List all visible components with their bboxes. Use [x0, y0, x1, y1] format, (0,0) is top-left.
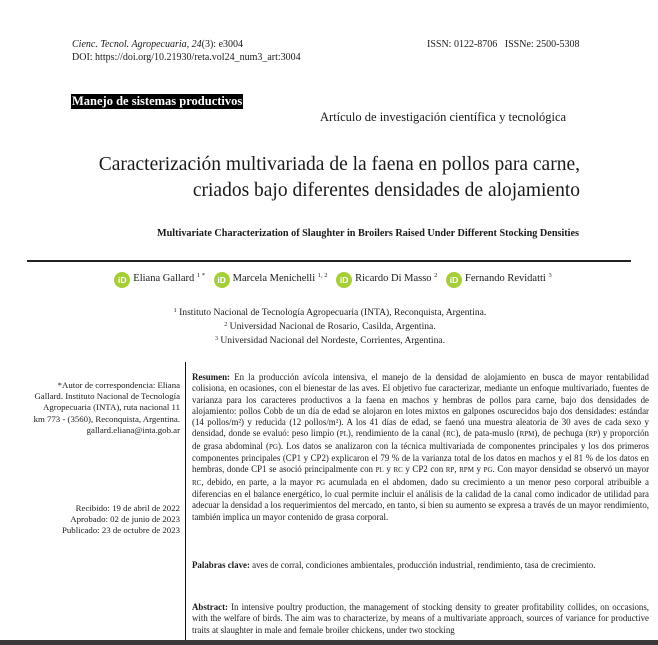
date-published: Publicado: 23 de octubre de 2023	[62, 525, 180, 536]
orcid-icon[interactable]: iD	[114, 272, 130, 288]
resumen-text: acumulada en el abdomen, dado su crecimiento a un menor peso corporal atribuible a diferencias en el balance energético, lo cual permite incluir el análisis de la calidad de la canal como indicador de utilidad para adecuar la densidad a los requerimientos del mercado, en tanto, si bien su aumento se expresa a través de un mayor rendimiento, también implica un mayor contenido de grasa corporal.	[192, 476, 649, 522]
keywords-label: Palabras clave:	[192, 560, 250, 570]
journal-name: Cienc. Tecnol. Agropecuaria,	[72, 39, 190, 50]
affiliation-text: Universidad Nacional de Rosario, Casilda, Argentina.	[229, 321, 436, 332]
title-spanish: Caracterización multivariada de la faena en pollos para carne, criados bajo diferentes densidades de alojamiento	[98, 154, 580, 201]
viewer-bottom-bar	[0, 640, 658, 645]
date-approved: Aprobado: 02 de junio de 2023	[70, 514, 180, 525]
author-list	[60, 266, 600, 289]
affiliation	[60, 319, 600, 333]
resumen-paragraph	[192, 372, 649, 523]
affiliation-number: 3	[214, 336, 218, 342]
resumen-text: ). Los datos se analizaron con la técnica multivariada de componentes principales y los dos primeros componentes principales (CP1 y CP2) explicaron el 79 % de la varianza total de los datos en machos y el 81 % de los datos en hembras, donde CP1 se asoció principalmente con	[192, 440, 649, 475]
title-english: Multivariate Characterization of Slaughter in Broilers Raised Under Different Stocking Densities	[157, 228, 579, 239]
author-affiliation-mark: 1 *	[196, 272, 205, 279]
affiliation-text: Instituto Nacional de Tecnología Agropecuaria (INTA), Reconquista, Argentina.	[179, 307, 487, 318]
correspondence-line: Agropecuaria (INTA), ruta nacional 11	[43, 402, 180, 413]
keywords-paragraph	[192, 560, 649, 571]
abbr-rpm: RPM	[519, 430, 535, 439]
publication-dates	[20, 503, 180, 537]
resumen-text: ), de pata-muslo (	[455, 428, 520, 439]
orcid-icon[interactable]: iD	[214, 272, 230, 288]
abbr-rp: RP	[588, 430, 598, 439]
affiliation-text: Universidad Nacional del Nordeste, Corrientes, Argentina.	[220, 335, 446, 346]
abbr-rp: RP	[445, 466, 455, 475]
issn: ISSN: 0122-8706 ISSNe: 2500-5308	[427, 39, 580, 50]
resumen-text: ) y proporción de grasa abdominal (	[192, 428, 649, 451]
author-name: Fernando Revidatti	[465, 273, 546, 284]
abstract-paragraph	[192, 602, 649, 636]
resumen-label: Resumen:	[192, 372, 230, 382]
resumen-text: , debido, en parte, a la mayor	[201, 476, 317, 487]
abbr-pg: PG	[269, 442, 278, 451]
affiliation	[60, 333, 600, 347]
abstract-text: In intensive poultry production, the management of stocking density to greater profitability collides, on occasions, with the welfare of birds. The aim was to characterize, by means of a multivariate approach, sources of variance for productive traits at slaughter in male and female broiler chickens, under two stocking	[192, 602, 649, 635]
journal-volume: 24	[191, 39, 202, 50]
abbr-pl: PL	[375, 466, 384, 475]
author-affiliation-mark: 1, 2	[317, 272, 328, 279]
resumen-text: y CP2 con	[402, 464, 446, 475]
abstract-label: Abstract:	[192, 602, 228, 612]
resumen-text: En la producción avícola intensiva, el manejo de la densidad de alojamiento en busca de mayor rentabilidad colisiona, en ocasiones, con el bienestar de las aves. El objetivo fue caracterizar, mediante un enfoque multivariado, fuentes de varianza para los caracteres productivos a la faena en machos y hembras de pollos para carne, bajo dos densidades de alojamiento: pollos Cobb de un día de edad se alojaron en lotes mixtos en galpones oscurecidos bajo dos densidades: estándar (14 pollos/m²) y reducida (12 pollos/m²). A los 41 días de edad, se faenó una muestra aleatoria de 30 aves de cada sexo y densidad, donde se evaluó: peso limpio (	[192, 372, 649, 439]
affiliation	[60, 305, 600, 319]
date-received: Recibido: 19 de abril de 2022	[75, 503, 180, 513]
correspondence-line: Gallard. Instituto Nacional de Tecnología	[34, 391, 180, 402]
section-tag: Manejo de sistemas productivos	[72, 94, 243, 108]
orcid-icon[interactable]: iD	[336, 272, 352, 288]
resumen-text: y	[383, 464, 394, 475]
correspondence-line: km 773 - (3560), Reconquista, Argentina.	[33, 413, 180, 424]
resumen-text: ), rendimiento de la canal (	[347, 428, 447, 439]
affiliation-number: 1	[173, 308, 177, 314]
resumen-text: ,	[454, 464, 460, 475]
abbr-pg: PG	[483, 466, 493, 475]
author-affiliation-mark: 2	[434, 272, 438, 279]
orcid-icon[interactable]: iD	[446, 272, 462, 288]
journal-citation	[72, 39, 243, 51]
resumen-text: ), de pechuga (	[534, 428, 589, 439]
keywords-text: aves de corral, condiciones ambientales, producción industrial, rendimiento, tasa de crecimiento.	[249, 560, 596, 570]
abbr-rc: RC	[393, 466, 403, 475]
resumen-text: y	[473, 464, 484, 475]
abbr-rc: RC	[192, 478, 202, 487]
correspondence-email[interactable]: gallard.eliana@inta.gob.ar	[86, 424, 180, 435]
correspondence-note	[20, 380, 180, 436]
correspondence-line: *Autor de correspondencia: Eliana	[57, 380, 180, 390]
author-name: Marcela Menichelli	[232, 273, 316, 284]
header-divider	[27, 260, 631, 262]
abbr-rc: RC	[446, 430, 456, 439]
column-divider	[185, 362, 186, 645]
affiliation-list	[60, 305, 600, 347]
article-type: Artículo de investigación científica y tecnológica	[320, 110, 567, 124]
author-affiliation-mark: 3	[548, 272, 552, 279]
resumen-text: . Con mayor densidad se observó un mayor	[492, 464, 650, 475]
affiliation-number: 2	[224, 322, 228, 328]
author-name: Eliana Gallard	[133, 273, 195, 284]
author-name: Ricardo Di Masso	[355, 273, 432, 284]
journal-issue: (3): e3004	[201, 39, 244, 50]
doi-link[interactable]: DOI: https://doi.org/10.21930/reta.vol24_num3_art:3004	[72, 52, 301, 63]
abbr-pg: PG	[316, 478, 326, 487]
abbr-pl: PL	[339, 430, 348, 439]
abbr-rpm: RPM	[459, 466, 474, 475]
